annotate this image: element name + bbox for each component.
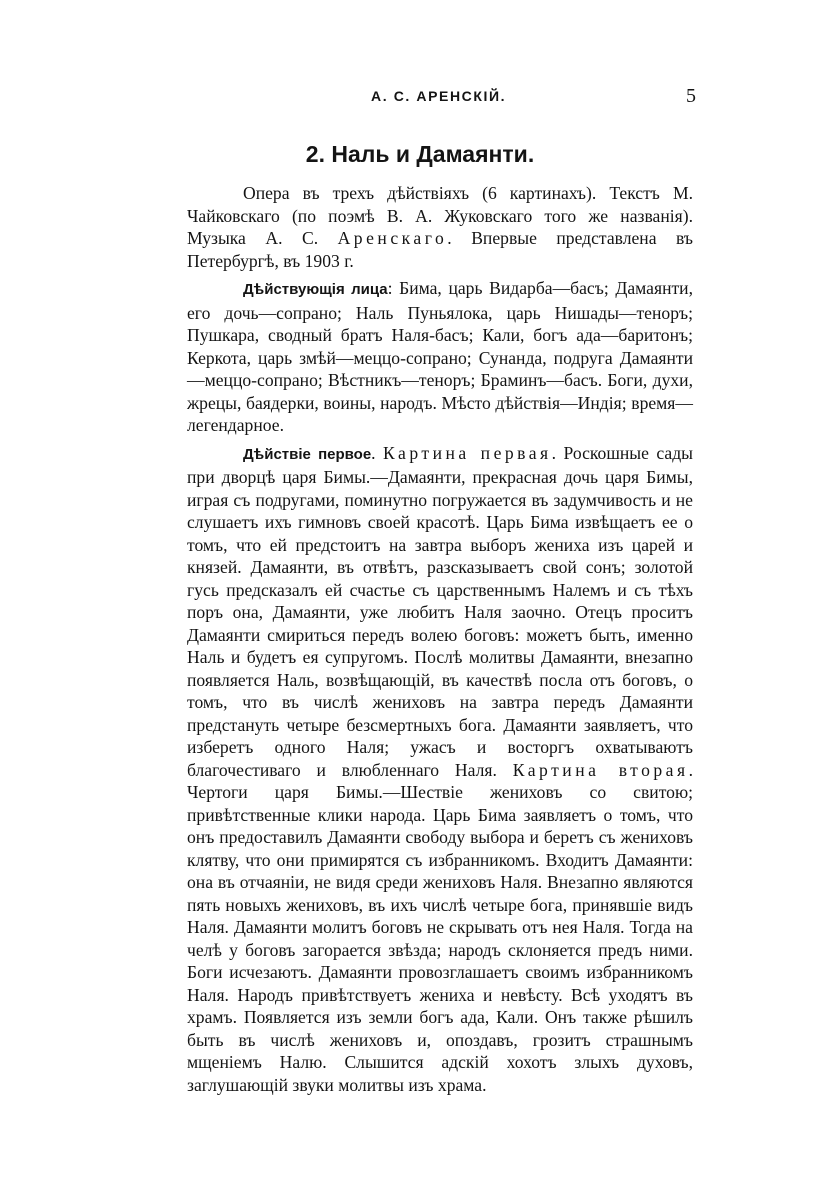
scene1-label: Картина первая — [383, 442, 552, 463]
act1-heading-separator: . — [371, 442, 376, 463]
cast-heading: Дѣйствующія лица — [243, 281, 388, 298]
running-head-title: А. С. АРЕНСКІЙ. — [371, 88, 507, 104]
composer-name-spaced: Аренскаго — [337, 228, 448, 248]
scene2-label: Картина вторая — [512, 759, 689, 780]
intro-text-1: Опера въ трехъ дѣйствіяхъ (6 картинахъ). Текстъ М. Чайковскаго (по поэмѣ В. А. Жуковскаго того же названія). Музыка А. С. — [187, 183, 693, 248]
chapter-title: 2. Наль и Дамаянти. — [305, 141, 535, 167]
cast-paragraph — [187, 277, 693, 437]
running-head — [0, 86, 840, 110]
act1-heading: Дѣйствіе первое — [243, 445, 372, 463]
scene1-text: . Роскошные сады при дворцѣ царя Бимы.—Дамаянти, прекрасная дочь царя Бимы, играя съ подругами, поминутно погружается въ задумчивость и не слушаетъ ихъ гимновъ своей красотѣ. Царь Бима извѣщаетъ ее о томъ, что ей предстоитъ на завтра выборъ жениха изъ царей и князей. Дамаянти, въ отвѣтъ, разсказываетъ свой сонъ; золотой гусь предсказалъ ей счастье съ царственнымъ Налемъ и съ тѣхъ поръ она, Дамаянти, уже любитъ Наля заочно. Отецъ проситъ Дамаянти смириться передъ волею боговъ: можетъ быть, именно Наль и будетъ ея супругомъ. Послѣ молитвы Дамаянти, внезапно появляется Наль, возвѣщающій, въ качествѣ посла отъ боговъ, о томъ, что въ числѣ жениховъ на завтра передъ Дамаянти предстануть четыре безсмертныхъ бога. Дамаянти заявляетъ, что изберетъ одного Наля; ужасъ и восторгъ охватываютъ благочестиваго и влюбленнаго Наля. — [187, 442, 693, 780]
body-text — [187, 182, 693, 1096]
intro-paragraph — [187, 182, 693, 272]
page-number: 5 — [686, 85, 696, 107]
act1-paragraph — [187, 442, 693, 1097]
scene2-text: . Чертоги царя Бимы.—Шествіе жениховъ со свитою; привѣтственные клики народа. Царь Бима заявляетъ о томъ, что онъ предоставилъ Дамаянти свободу выбора и беретъ съ жениховъ клятву, что они примирятся съ избранникомъ. Входитъ Дамаянти: она въ отчаяніи, не видя среди жениховъ Наля. Внезапно являются пять новыхъ жениховъ, въ ихъ числѣ четыре бога, принявшіе видъ Наля. Дамаянти молитъ боговъ не скрывать отъ нея Наля. Тогда на челѣ у боговъ загорается звѣзда; народъ склоняется предъ ними. Боги исчезаютъ. Дамаянти провозглашаетъ своимъ избранникомъ Наля. Народъ привѣтствуетъ жениха и невѣсту. Всѣ уходятъ въ храмъ. Появляется изъ земли богъ ада, Кали. Онъ также рѣшилъ быть въ числѣ жениховъ и, опоздавъ, грозитъ страшнымъ мщеніемъ Налю. Слышится адскій хохотъ злыхъ духовъ, заглушающій звуки молитвы изъ храма. — [187, 759, 693, 1095]
intro-text-2: . Впервые представлена въ Петербургѣ, въ 1903 г. — [187, 228, 693, 271]
cast-text: : Бима, царь Видарба—басъ; Дамаянти, его дочь—сопрано; Наль Пуньялока, царь Нишады—теноръ; Пушкара, сводный братъ Наля-басъ; Кали, богъ ада—баритонъ; Керкота, царь змѣй—меццо-сопрано; Сунанда, подруга Дамаянти—меццо-сопрано; Вѣстникъ—теноръ; Браминъ—басъ. Боги, духи, жрецы, баядерки, воины, народъ. Мѣсто дѣйствія—Индія; время—легендарное. — [187, 278, 693, 435]
